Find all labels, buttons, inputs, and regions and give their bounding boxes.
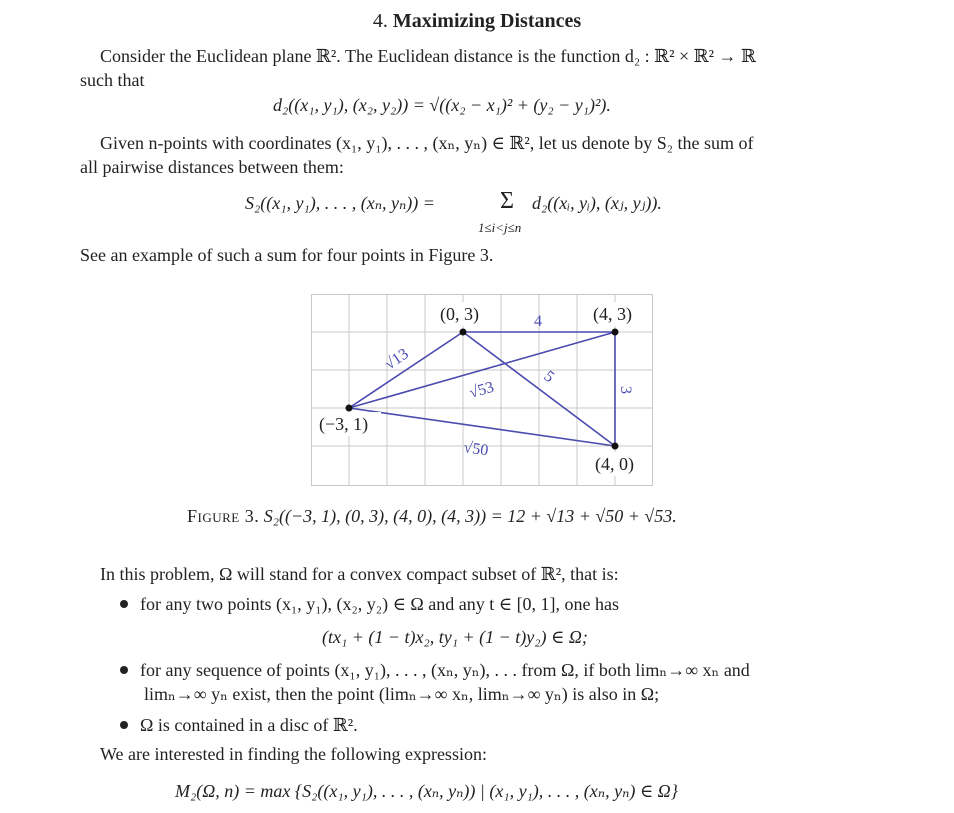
section-heading: [0, 10, 954, 33]
intro-line-1: Consider the Euclidean plane ℝ². The Euclidean distance is the function d₂ : ℝ² × ℝ² → ℝ: [100, 46, 756, 66]
bullet-dot-1: [120, 600, 128, 608]
point-C: [612, 329, 619, 336]
bullet-2: [120, 660, 750, 681]
interest-text: We are interested in finding the following expression:: [100, 744, 487, 764]
figure-3: [311, 294, 653, 486]
label-point-B: (0, 3): [440, 304, 479, 324]
label-edge-BD: 5: [540, 367, 558, 387]
section-number: 4.: [372, 10, 388, 32]
bullet-2-text-a: for any sequence of points (x₁, y₁), . . . , (xₙ, yₙ), . . . from Ω, if both limₙ→∞ xₙ and: [140, 660, 750, 680]
bullet-dot-3: [120, 721, 128, 729]
sum-sigma: Σ: [500, 188, 514, 214]
figure-caption-text: S₂((−3, 1), (0, 3), (4, 0), (4, 3)) = 12 + √13 + √50 + √53.: [263, 506, 677, 526]
bullet-1-text: for any two points (x₁, y₁), (x₂, y₂) ∈ Ω and any t ∈ [0, 1], one has: [140, 594, 620, 614]
bullet-3-text: Ω is contained in a disc of ℝ².: [140, 715, 358, 735]
point-B: [460, 329, 467, 336]
section-title: Maximizing Distances: [392, 10, 582, 32]
label-edge-AB: √13: [381, 345, 412, 374]
bullet-1-equation: (tx₁ + (1 − t)x₂, ty₁ + (1 − t)y₂) ∈ Ω;: [322, 627, 588, 647]
sum-subscript: 1≤i<j≤n: [478, 220, 522, 235]
given-line-2: all pairwise distances between them:: [80, 157, 344, 177]
figure-caption-label: Figure 3.: [187, 506, 260, 526]
label-point-A: (−3, 1): [319, 414, 369, 434]
sum-equation-rhs: d₂((xᵢ, yᵢ), (xⱼ, yⱼ)).: [532, 193, 662, 213]
bullet-3: [120, 715, 358, 736]
sum-equation-lhs: S₂((x₁, y₁), . . . , (xₙ, yₙ)) =: [245, 193, 435, 213]
label-point-C: (4, 3): [593, 304, 632, 324]
label-edge-AC: √53: [467, 378, 496, 402]
edge-AD: [349, 408, 615, 446]
max-equation: M₂(Ω, n) = max {S₂((x₁, y₁), . . . , (xₙ, yₙ)) | (x₁, y₁), . . . , (xₙ, yₙ) ∈ Ω}: [175, 781, 678, 801]
point-A: [346, 405, 353, 412]
point-D: [612, 443, 619, 450]
given-line-1: Given n-points with coordinates (x₁, y₁), . . . , (xₙ, yₙ) ∈ ℝ², let us denote by S₂ the sum of: [100, 133, 754, 153]
see-example-text: See an example of such a sum for four points in Figure 3.: [80, 245, 494, 265]
label-point-D: (4, 0): [595, 454, 634, 474]
intro-line-2: such that: [80, 70, 145, 90]
label-edge-AD: √50: [462, 439, 490, 460]
figure-caption: [187, 506, 677, 527]
label-edge-BC: 4: [534, 313, 542, 330]
bullet-2-text-b: limₙ→∞ yₙ exist, then the point (limₙ→∞ xₙ, limₙ→∞ yₙ) is also in Ω;: [144, 684, 660, 704]
problem-intro: In this problem, Ω will stand for a convex compact subset of ℝ², that is:: [100, 564, 619, 584]
bullet-dot-2: [120, 666, 128, 674]
distance-equation: d₂((x₁, y₁), (x₂, y₂)) = √((x₂ − x₁)² + (y₂ − y₁)²).: [273, 95, 611, 115]
label-edge-CD: 3: [617, 386, 634, 394]
bullet-1: [120, 594, 619, 615]
